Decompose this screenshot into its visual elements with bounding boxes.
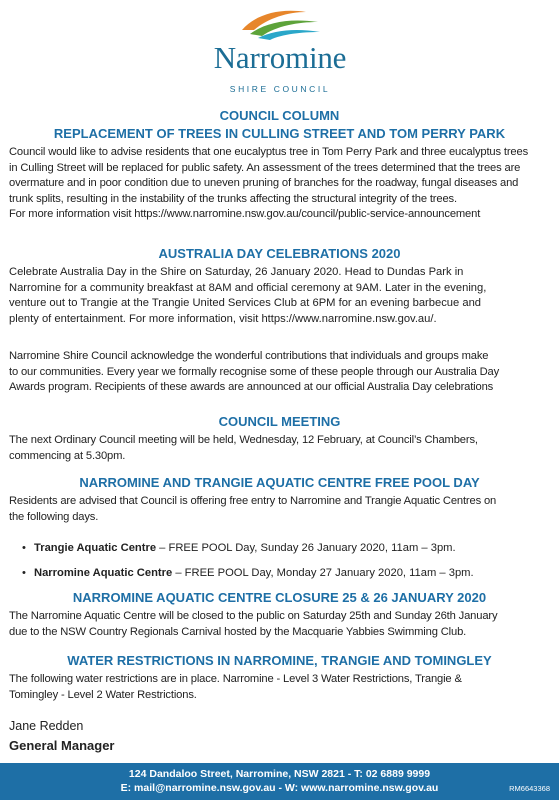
bullet-trangie-detail: – FREE POOL Day, Sunday 26 January 2020, 11am – 3pm. <box>156 542 456 554</box>
trees-paragraph <box>9 145 554 223</box>
trees-line-2: in Culling Street will be replaced for public safety. An assessment of the trees determined that the trees are <box>9 161 521 174</box>
bullet-dot-icon: • <box>22 567 26 579</box>
closure-line-1: The Narromine Aquatic Centre will be closed to the public on Saturday 25th and Sunday 26th January <box>9 610 498 622</box>
bullet-trangie-name: Trangie Aquatic Centre <box>34 542 157 554</box>
australia-day-paragraph-2 <box>9 349 554 396</box>
closure-paragraph <box>9 609 554 640</box>
water-line-1: The following water restrictions are in place. Narromine - Level 3 Water Restrictions, Trangie & <box>9 673 462 685</box>
australia-day-line-1: Celebrate Australia Day in the Shire on Saturday, 26 January 2020. Head to Dundas Park in <box>9 266 464 278</box>
logo-subtitle: SHIRE COUNCIL <box>229 84 331 94</box>
logo-wordmark: Narromine <box>213 40 347 75</box>
australia-day-line-2: Narromine for a community breakfast at 8AM and official ceremony at 9AM. Later in the evening, <box>9 281 487 294</box>
column-title: COUNCIL COLUMN <box>219 108 340 123</box>
bullet-narromine-detail: – FREE POOL Day, Monday 27 January 2020, 11am – 3pm. <box>172 567 474 579</box>
australia-day-line-3: venture out to Trangie at the Trangie United Services Club at 6PM for an evening barbecue and <box>9 297 482 310</box>
footer-reference: RM6643368 <box>509 784 550 793</box>
bullet-dot-icon: • <box>22 542 26 554</box>
signatory-title: General Manager <box>9 738 115 753</box>
bullet-item-trangie <box>22 541 542 556</box>
water-heading: WATER RESTRICTIONS IN NARROMINE, TRANGIE AND TOMINGLEY <box>67 653 492 668</box>
trees-heading: REPLACEMENT OF TREES IN CULLING STREET AND TOM PERRY PARK <box>53 126 506 141</box>
footer-address: 124 Dandaloo Street, Narromine, NSW 2821 - T: 02 6889 9999 <box>128 768 431 780</box>
trees-line-1: Council would like to advise residents that one eucalyptus tree in Tom Perry Park and three eucalyptus trees <box>9 146 529 158</box>
australia-day-line-4: plenty of entertainment. For more information, visit https://www.narromine.nsw.gov.au/. <box>9 312 437 325</box>
australia-day-paragraph-1 <box>9 265 554 327</box>
bullet-item-narromine <box>22 566 542 581</box>
swoosh-logo-icon <box>236 4 324 44</box>
pool-day-line-1: Residents are advised that Council is offering free entry to Narromine and Trangie Aquatic Centres on <box>9 495 497 507</box>
pool-day-line-2: the following days. <box>9 510 99 523</box>
bullet-narromine-name: Narromine Aquatic Centre <box>34 567 173 579</box>
australia-day-heading: AUSTRALIA DAY CELEBRATIONS 2020 <box>158 246 401 261</box>
narromine-logo <box>190 4 370 100</box>
footer-bar <box>0 763 559 800</box>
trees-line-3: overmature and in poor condition due to uneven pruning of branches for the roadway, fungal diseases and <box>9 177 519 190</box>
meeting-line-2: commencing at 5.30pm. <box>9 449 126 462</box>
signatory-name: Jane Redden <box>9 719 84 733</box>
pool-day-heading: NARROMINE AND TRANGIE AQUATIC CENTRE FREE POOL DAY <box>79 475 480 490</box>
water-line-2: Tomingley - Level 2 Water Restrictions. <box>9 688 197 701</box>
closure-heading: NARROMINE AQUATIC CENTRE CLOSURE 25 & 26 JANUARY 2020 <box>72 590 487 605</box>
australia-day-p2-line-3: Awards program. Recipients of these awards are announced at our official Australia Day celebrations <box>9 381 494 394</box>
closure-line-2: due to the NSW Country Regionals Carnival hosted by the Macquarie Yabbies Swimming Club. <box>9 625 467 638</box>
trees-line-4: trunk splits, resulting in the instability of the trunks affecting the structural integrity of the trees. <box>9 192 457 205</box>
footer-contact: E: mail@narromine.nsw.gov.au - W: www.narromine.nsw.gov.au <box>120 782 439 794</box>
meeting-heading: COUNCIL MEETING <box>218 414 341 429</box>
australia-day-p2-line-2: to our communities. Every year we formally recognise some of these people through our Australia Day <box>9 365 500 378</box>
meeting-paragraph <box>9 433 554 464</box>
pool-day-paragraph <box>9 494 554 525</box>
australia-day-p2-line-1: Narromine Shire Council acknowledge the wonderful contributions that individuals and groups make <box>9 350 489 362</box>
water-paragraph <box>9 672 554 703</box>
meeting-line-1: The next Ordinary Council meeting will be held, Wednesday, 12 February, at Council’s Chambers, <box>9 434 478 446</box>
trees-line-5: For more information visit https://www.narromine.nsw.gov.au/council/public-service-announcement <box>9 208 481 221</box>
